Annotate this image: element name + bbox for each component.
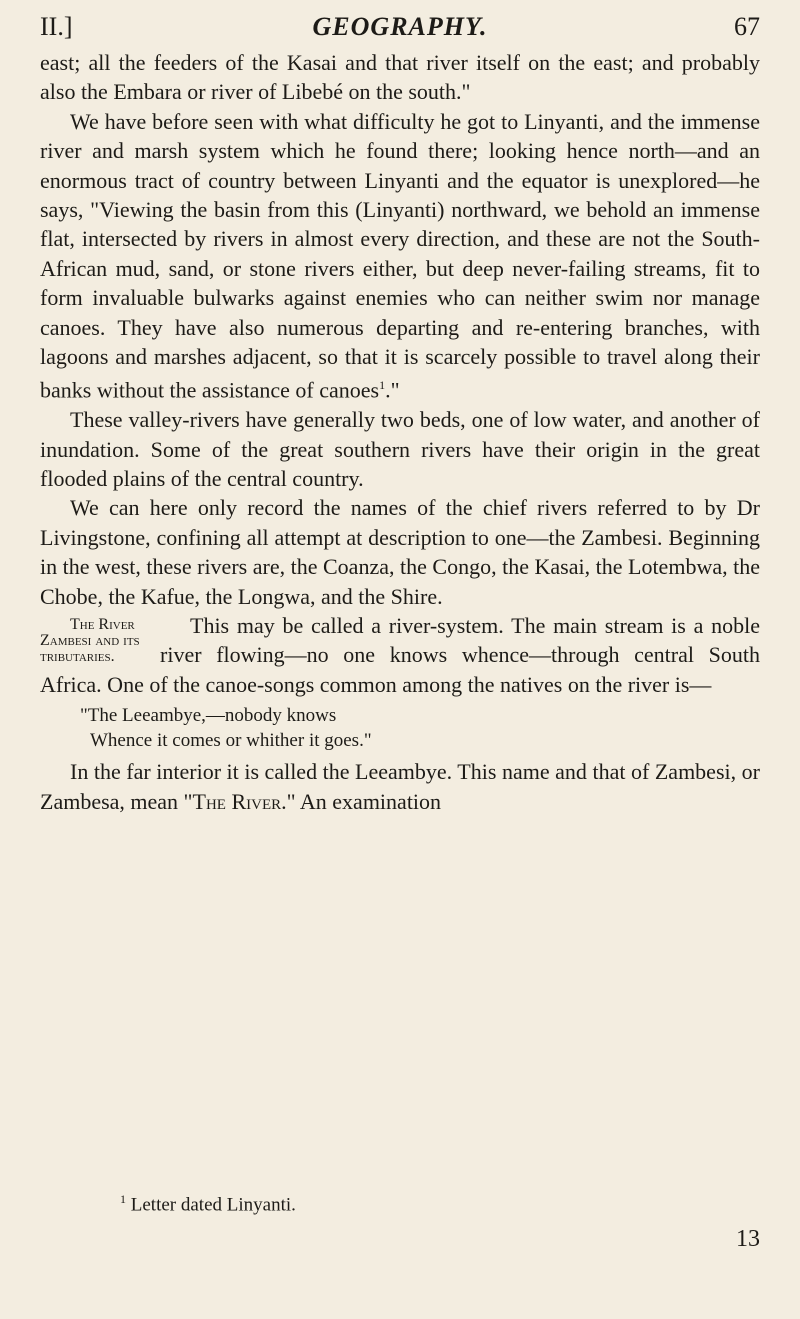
paragraph — [40, 107, 760, 405]
paragraph: We can here only record the names of the chief rivers referred to by Dr Livingstone, confining all attempt at description to one—the Zambesi. Beginning in the west, these rivers are, the Coanza, the Congo, the Kasai, the Lotembwa, the Chobe, the Kafue, the Longwa, and the Shire. — [40, 495, 760, 609]
paragraph-text: ." An examination — [281, 788, 442, 814]
paragraph — [40, 757, 760, 816]
small-caps-term: The River — [192, 788, 282, 814]
signature-mark: 13 — [736, 1226, 760, 1252]
paragraph-text: This may be called a river-system. The main stream is a noble river flowing—no one knows whence—through central South Africa. One of the canoe-songs common among the natives on the river is— — [40, 613, 760, 697]
paragraph-text: We have before seen with what difficulty he got to Linyanti, and the immense river and marsh system which he found there; looking hence north—and an enormous tract of country between Linyanti and the equator is unexplored—he says, "Viewing the basin from this (Linyanti) northward, we behold an immense flat, intersected by rivers in almost every direction, and these are not the South-African mud, sand, or stone rivers either, but deep never-failing streams, fit to form invaluable bulwarks against enemies who can neither swim nor manage canoes. They have also numerous departing and re-entering branches, with lagoons and marshes adjacent, so that it is scarcely possible to travel along their banks without the assistance of canoes — [40, 108, 760, 403]
paragraph: east; all the feeders of the Kasai and that river itself on the east; and probably also the Embara or river of Libebé on the south." — [40, 50, 760, 105]
body-text — [40, 48, 760, 816]
quote-close: ." — [385, 377, 400, 403]
paragraph — [40, 611, 760, 699]
song-line: Whence it comes or whither it goes." — [90, 730, 372, 752]
footnote-mark: 1 — [120, 1192, 126, 1206]
song-line: "The Leeambye,—nobody knows — [80, 705, 337, 727]
paragraph-text: In the far interior it is called the Leeambye. This name and that of Zambesi, or Zambesa, mean " — [40, 759, 760, 814]
page-number: 67 — [734, 12, 760, 41]
chapter-number: II.] — [40, 12, 73, 41]
running-title: GEOGRAPHY. — [312, 12, 488, 41]
song-quote — [80, 703, 760, 753]
footnote — [120, 1192, 296, 1216]
marginal-sidenote: The River Zambesi and its tributaries. — [40, 616, 140, 666]
running-header — [40, 8, 760, 48]
footnote-reference: 1 — [379, 378, 386, 393]
footnote-text: Letter dated Linyanti. — [130, 1194, 296, 1216]
paragraph: These valley-rivers have generally two beds, one of low water, and another of inundation. Some of the great southern rivers have their origin in the great flooded plains of the central country. — [40, 407, 760, 492]
